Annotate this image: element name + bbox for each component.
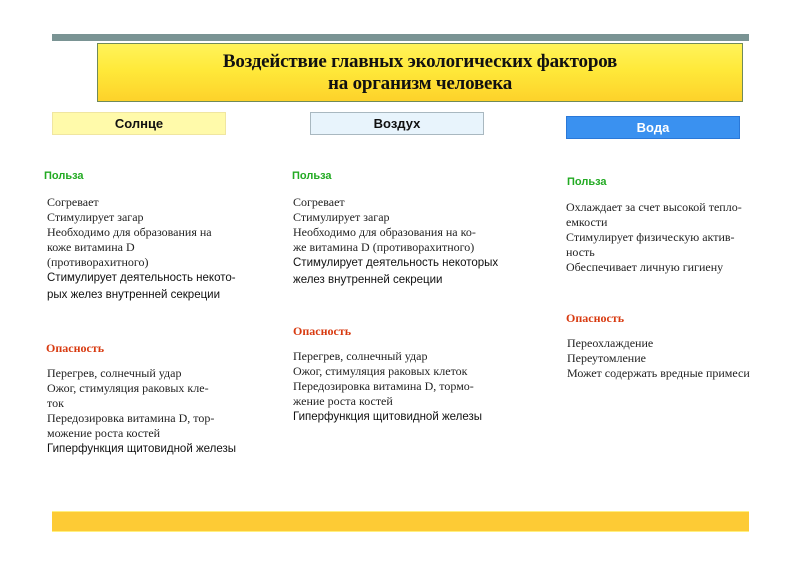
water-danger-heading: Опасность: [566, 311, 625, 325]
list-item: Стимулирует деятельность некото-: [47, 272, 236, 284]
list-item: рых желез внутренней секреции: [47, 289, 221, 301]
category-sun: Солнце: [52, 112, 226, 135]
title-banner: [97, 43, 743, 102]
list-item: Необходимо для образования на: [47, 225, 212, 239]
sun-danger-heading: Опасность: [46, 341, 105, 355]
list-item: ность: [566, 245, 595, 259]
list-item: Ожог, стимуляция раковых кле-: [47, 381, 209, 395]
list-item: Необходимо для образования на ко-: [293, 225, 476, 239]
list-item: Охлаждает за счет высокой тепло-: [566, 200, 742, 214]
water-danger-list: [567, 336, 750, 381]
list-item: Гиперфункция щитовидной железы: [47, 443, 237, 455]
list-item: Согревает: [47, 195, 99, 209]
title-line-2: на организм человека: [327, 72, 513, 94]
list-item: Передозировка витамина D, тор-: [47, 411, 215, 425]
list-item: Стимулирует загар: [47, 210, 144, 224]
list-item: Обеспечивает личную гигиену: [566, 260, 724, 274]
water-benefit-heading: Польза: [567, 176, 607, 188]
list-item: Стимулирует физическую актив-: [566, 230, 735, 244]
top-divider: [52, 34, 749, 41]
list-item: желез внутренней секреции: [293, 274, 443, 286]
list-item: Может содержать вредные примеси: [567, 366, 750, 380]
list-item: емкости: [566, 215, 608, 229]
list-item: Стимулирует деятельность некоторых: [293, 257, 499, 269]
list-item: Гиперфункция щитовидной железы: [293, 411, 483, 423]
air-benefit-heading: Польза: [292, 170, 332, 182]
list-item: Ожог, стимуляция раковых клеток: [293, 364, 468, 378]
sun-benefit-list: [47, 195, 236, 304]
list-item: ток: [47, 396, 64, 410]
list-item: Согревает: [293, 195, 345, 209]
air-danger-heading: Опасность: [293, 324, 352, 338]
water-benefit-list: [566, 200, 742, 275]
list-item: Стимулирует загар: [293, 210, 390, 224]
list-item: Перегрев, солнечный удар: [293, 349, 428, 363]
list-item: (противорахитного): [47, 255, 149, 269]
list-item: можение роста костей: [47, 426, 161, 440]
list-item: Перегрев, солнечный удар: [47, 366, 182, 380]
category-water: Вода: [566, 116, 740, 139]
list-item: Переутомление: [567, 351, 646, 365]
category-air: Воздух: [310, 112, 484, 135]
list-item: же витамина D (противорахитного): [293, 240, 475, 254]
sun-benefit-heading: Польза: [44, 170, 84, 182]
sun-danger-list: [47, 366, 236, 458]
list-item: коже витамина D: [47, 240, 135, 254]
list-item: Передозировка витамина D, тормо-: [293, 379, 474, 393]
air-benefit-list: [293, 195, 498, 289]
air-danger-list: [293, 349, 482, 426]
title-line-1: Воздействие главных экологических факторов: [222, 50, 618, 72]
list-item: жение роста костей: [293, 394, 393, 408]
bottom-divider: [52, 511, 749, 532]
list-item: Переохлаждение: [567, 336, 654, 350]
